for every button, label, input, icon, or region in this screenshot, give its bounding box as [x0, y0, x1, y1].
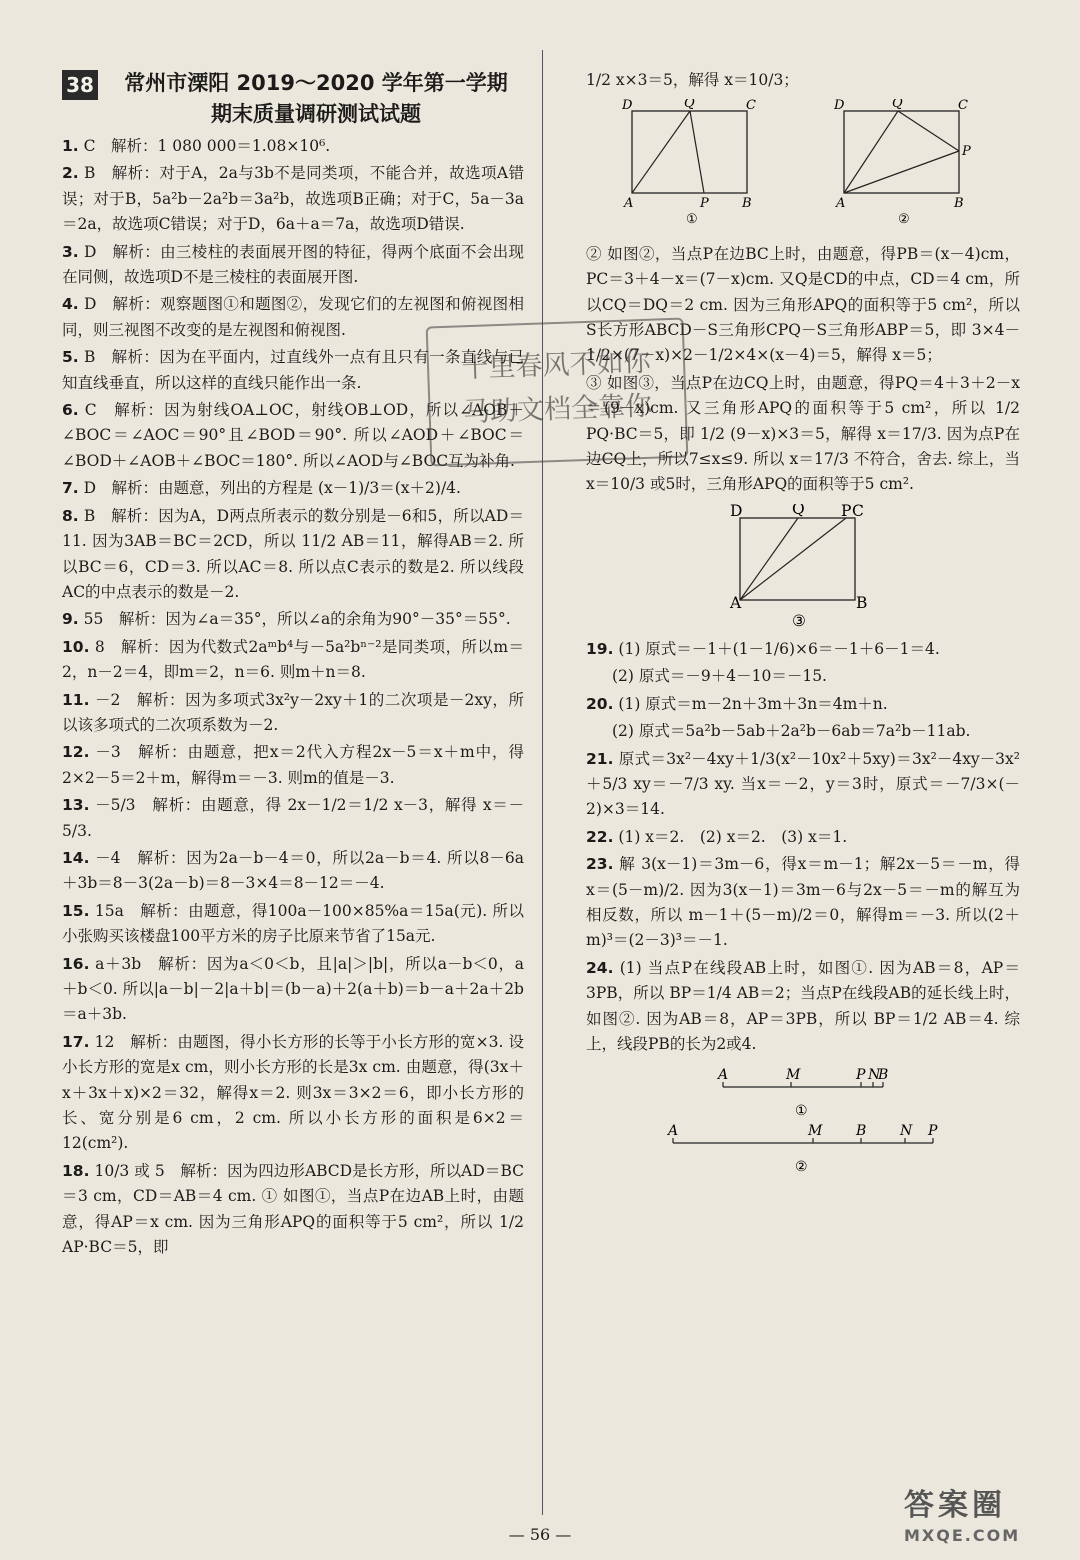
answer-item — [62, 952, 524, 1028]
answer-text: ③ 如图③，当点P在边CQ上时，由题意，得PQ＝4＋3＋2－x＝(9－x)cm. 又三角形APQ的面积等于5 cm²，所以 1/2 PQ·BC＝5，即 1/2 (9－x)×3＝5，解得 x＝17/3. 因为点P在边CQ上，所以7≤x≤9. 所以 x＝17/3 不符合，舍去. 综上，当 x＝10/3 或5时，三角形APQ的面积等于5 cm². — [586, 373, 1020, 494]
ink-stamp — [426, 318, 689, 467]
answer-text: 8 解析：因为代数式2aᵐb⁴与－5a²bⁿ⁻²是同类项，所以m＝2，n－2＝4，即m＝2，n＝6. 则m＋n＝8. — [62, 637, 524, 682]
segment-point-label: A — [668, 1123, 679, 1140]
answer-number: 19. — [586, 639, 614, 658]
watermark-url: MXQE.COM — [904, 1526, 1021, 1545]
answer-text: (1) 当点P在线段AB上时，如图①. 因为AB＝8，AP＝3PB，所以 BP＝1/4 AB＝2；当点P在线段AB的延长线上时，如图②. 因为AB＝8，AP＝3PB，所以 BP＝1/2 AB＝4. 综上，线段PB的长为2或4. — [586, 958, 1020, 1053]
answer-text: －4 解析：因为2a－b－4＝0，所以2a－b＝4. 所以8－6a＋3b＝8－3(2a－b)＝8－3×4＝8－12＝－4. — [62, 848, 524, 893]
label-A: A — [836, 196, 846, 212]
left-column — [62, 68, 524, 1262]
answer-item — [62, 1030, 524, 1157]
title-line-2: 期末质量调研测试试题 — [211, 102, 421, 126]
label-A: A — [730, 593, 742, 612]
label-P: P — [841, 503, 852, 520]
answer-item — [586, 719, 1020, 744]
label-D: D — [622, 99, 633, 114]
label-P: P — [962, 144, 971, 160]
answer-text: －5/3 解析：由题意，得 2x－1/2＝1/2 x－3，解得 x＝－5/3. — [62, 796, 524, 840]
answer-continuation: 1/2 x×3＝5，解得 x＝10/3； — [586, 71, 799, 89]
page-number: — 56 — — [508, 1525, 572, 1544]
answer-text: 原式＝3x²－4xy＋1/3(x²－10x²＋5xy)＝3x²－4xy－3x²＋5/3 xy＝－7/3 xy. 当x＝－2，y＝3时，原式＝－7/3×(－2)×3＝14. — [586, 749, 1021, 819]
label-Q: Q — [892, 99, 903, 112]
answer-number: 3. — [62, 242, 79, 261]
watermark-logo-text: 答案圈 — [904, 1488, 1006, 1523]
answer-text: D 解析：由题意，列出的方程是 (x－1)/3＝(x＋2)/4. — [83, 479, 461, 498]
answer-item — [586, 692, 1020, 717]
answer-item — [62, 740, 524, 791]
segment-point-label: M — [786, 1067, 801, 1084]
section-number-badge: 38 — [62, 70, 98, 100]
label-B: B — [856, 593, 868, 612]
label-C: C — [852, 503, 864, 520]
segment-point-label: P — [856, 1067, 866, 1084]
figure-caption: ③ — [792, 611, 806, 629]
answer-number: 15. — [62, 901, 90, 920]
answer-text: B 解析：因为A，D两点所表示的数分别是－6和5，所以AD＝11. 因为3AB＝BC＝2CD，所以 11/2 AB＝11，解得AB＝2. 所以BC＝6，CD＝3. 所以AC＝8. 所以点C表示的数是2. 所以线段AC的中点表示的数是－2. — [62, 506, 524, 601]
segment-point-label: P — [928, 1123, 938, 1140]
answer-item — [586, 852, 1020, 954]
answer-number: 9. — [62, 610, 79, 629]
answer-item — [586, 664, 1020, 689]
answer-text: B 解析：对于A，2a与3b不是同类项，不能合并，故选项A错误；对于B，5a²b－2a²b＝3a²b，故选项B正确；对于C，5a－3a＝2a，故选项C错误；对于D，6a＋a＝7a，故选项D错误. — [62, 164, 524, 234]
answer-text: a＋3b 解析：因为a＜0＜b，且|a|＞|b|，所以a－b＜0，a＋b＜0. 所以|a－b|－2|a＋b|＝(b－a)＋2(a＋b)＝b－a＋2a＋2b＝a＋3b. — [62, 954, 524, 1024]
label-A: A — [624, 196, 634, 212]
rectangle-figures-row — [586, 99, 1020, 233]
answer-number: 22. — [586, 827, 614, 846]
stamp-line-2: 马助文档全靠你 — [462, 390, 653, 429]
answer-number: 8. — [62, 506, 79, 525]
answer-number: 7. — [62, 479, 79, 498]
answer-number: 18. — [62, 1161, 90, 1180]
label-D: D — [834, 99, 845, 114]
label-B: B — [954, 196, 964, 212]
answer-item — [62, 793, 524, 844]
figure-3 — [586, 504, 1020, 629]
label-C: C — [746, 99, 756, 114]
answer-number: 21. — [586, 749, 614, 768]
label-C: C — [958, 99, 968, 114]
answer-number: 5. — [62, 348, 79, 367]
answer-text: 12 解析：由题图，得小长方形的长等于小长方形的宽×3. 设小长方形的宽是x cm，则小长方形的长是3x cm. 由题意，得(3x＋x＋3x＋x)×2＝32，解得x＝2. 则3x＝3×2＝6，即小长方形的长、宽分别是6 cm，2 cm. 所以小长方形的面积是6×2＝12(cm²). — [62, 1032, 524, 1153]
answer-text: 10/3 或 5 解析：因为四边形ABCD是长方形，所以AD＝BC＝3 cm，CD＝AB＝4 cm. ① 如图①，当点P在边AB上时，由题意，得AP＝x cm. 因为三角形APQ的面积等于5 cm²，所以 1/2 AP·BC＝5，即 — [62, 1161, 524, 1257]
answer-number: 23. — [586, 855, 614, 874]
answer-item — [586, 956, 1020, 1058]
answer-number: 6. — [62, 401, 79, 420]
figure-caption: ② — [898, 212, 910, 225]
stamp-line-1: 十里春风不如你 — [461, 346, 652, 385]
answer-number: 20. — [586, 694, 614, 713]
segment-point-label: B — [856, 1123, 867, 1140]
figure-2 — [834, 99, 984, 233]
answer-text: 55 解析：因为∠a＝35°，所以∠a的余角为90°－35°＝55°. — [83, 610, 511, 629]
answer-text: ② 如图②，当点P在边BC上时，由题意，得PB＝(x－4)cm，PC＝3＋4－x＝(7－x)cm. 又Q是CD的中点，CD＝4 cm，所以CQ＝DQ＝2 cm. 因为三角形APQ的面积等于5 cm²，所以 S长方形ABCD－S三角形CPQ－S三角形ABP＝5，即 3×4－1/2×(7－x)×2－1/2×4×(x－4)＝5，解得 x＝5； — [586, 244, 1020, 365]
answer-item — [586, 825, 1020, 850]
segment-point-label: A — [718, 1067, 729, 1084]
label-P: P — [700, 196, 709, 212]
answer-text: (1) x＝2. (2) x＝2. (3) x＝1. — [618, 827, 848, 846]
answer-text: 解 3(x－1)＝3m－6，得x＝m－1；解2x－5＝－m，得 x＝(5－m)/2. 因为3(x－1)＝3m－6与2x－5＝－m的解互为相反数，所以 m－1＋(5－m)/2＝0，解得m＝－3. 所以(2＋m)³＝(2－3)³＝－1. — [586, 855, 1020, 950]
answer-text: B 解析：因为在平面内，过直线外一点有且只有一条直线与已知直线垂直，所以这样的直线只能作出一条. — [62, 348, 524, 392]
answer-number: 16. — [62, 954, 90, 973]
answer-number: 12. — [62, 743, 90, 762]
answer-number: 24. — [586, 958, 614, 977]
answer-text: (2) 原式＝5a²b－5ab＋2a²b－6ab＝7a²b－11ab. — [612, 722, 971, 741]
answer-number: 11. — [62, 690, 90, 709]
answer-number: 10. — [62, 637, 90, 656]
label-Q: Q — [684, 99, 695, 112]
segment-figure-2 — [643, 1121, 963, 1177]
right-answer-list-b — [586, 637, 1020, 1058]
label-D: D — [730, 503, 743, 520]
segment-point-label: B — [878, 1067, 889, 1084]
answer-item — [62, 899, 524, 950]
answer-text: －3 解析：由题意，把x＝2代入方程2x－5＝x＋m中，得2×2－5＝2＋m，解得m＝－3. 则m的值是－3. — [62, 743, 524, 787]
answer-number: 14. — [62, 848, 90, 867]
site-watermark — [904, 1480, 1074, 1555]
figure-caption: ① — [686, 212, 698, 225]
answer-item — [62, 635, 524, 686]
segment-point-label: M — [808, 1123, 823, 1140]
answer-text: (2) 原式＝－9＋4－10＝－15. — [612, 667, 827, 686]
segment-figure-1 — [643, 1065, 963, 1121]
answer-item — [62, 688, 524, 739]
segment-point-label: N — [900, 1123, 913, 1140]
title-line-1: 常州市溧阳 2019～2020 学年第一学期 — [124, 71, 508, 95]
label-B: B — [742, 196, 752, 212]
answer-number: 4. — [62, 295, 79, 314]
answer-number: 1. — [62, 137, 79, 155]
answer-text: D 解析：观察题图①和题图②，发现它们的左视图和俯视图相同，则三视图不改变的是左视图和俯视图. — [62, 295, 524, 339]
segment-caption: ② — [795, 1159, 808, 1176]
segment-caption: ① — [795, 1103, 808, 1120]
answer-text: 15a 解析：由题意，得100a－100×85%a＝15a(元). 所以小张购买该楼盘100平方米的房子比原来节省了15a元. — [62, 901, 525, 946]
answer-item — [62, 504, 524, 606]
answer-text: D 解析：由三棱柱的表面展开图的特征，得两个底面不会出现在同侧，故选项D不是三棱柱的表面展开图. — [62, 242, 524, 287]
answer-item — [62, 161, 524, 237]
answer-text: C 解析：1 080 000＝1.08×10⁶. — [83, 137, 331, 155]
answer-item — [586, 637, 1020, 662]
section-title — [108, 68, 524, 130]
answer-item — [62, 240, 524, 291]
column-divider — [542, 50, 543, 1515]
segment-figures — [586, 1065, 1020, 1177]
answer-item — [62, 1159, 524, 1261]
label-Q: Q — [792, 503, 805, 518]
right-column — [586, 68, 1020, 1177]
answer-text: C 解析：因为射线OA⊥OC，射线OB⊥OD，所以∠AOB＋∠BOC＝∠AOC＝90°且∠BOD＝90°. 所以∠AOD＋∠BOC＝∠BOD＋∠AOB＋∠BOC＝180°. 所以∠AOD与∠BOC互为补角. — [62, 401, 524, 470]
answer-number: 13. — [62, 796, 90, 815]
answer-item — [62, 607, 524, 632]
answer-number: 17. — [62, 1032, 90, 1051]
section-header — [62, 68, 524, 130]
left-answer-list — [62, 134, 524, 1260]
segment-point-label: N — [868, 1067, 881, 1084]
answer-item — [62, 134, 524, 159]
answer-text: (1) 原式＝m－2n＋3m＋3n＝4m＋n. — [618, 694, 888, 713]
answer-item — [62, 846, 524, 897]
answer-text: (1) 原式＝－1＋(1－1/6)×6＝－1＋6－1＝4. — [618, 639, 940, 658]
answer-item — [586, 747, 1020, 823]
answer-number: 2. — [62, 164, 79, 183]
answer-item — [62, 476, 524, 501]
answer-text: －2 解析：因为多项式3x²y－2xy＋1的二次项是－2xy，所以该多项式的二次项系数为－2. — [62, 690, 524, 734]
figure-1 — [622, 99, 762, 233]
